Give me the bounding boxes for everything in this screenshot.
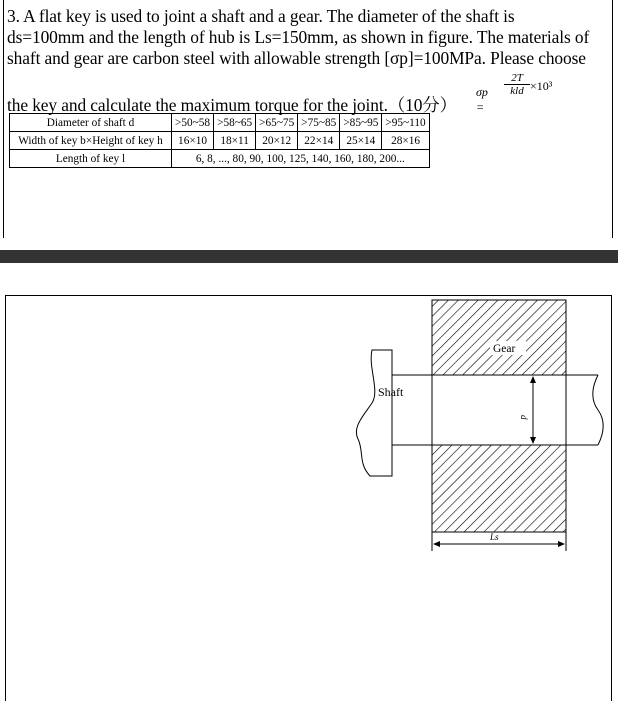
shaft-right-break [593,375,604,445]
left-border [3,0,4,238]
table-cell: 25×14 [340,132,382,150]
question-line-2: ds=100mm and the length of hub is Ls=150mm, as shown in figure. The materials of [7,27,590,47]
question-line-4: the key and calculate the maximum torque for the joint.（10分） [7,95,457,115]
table-cell: 18×11 [214,132,256,150]
gear-hub-bottom [432,445,566,532]
table-row [10,132,430,150]
gear-label: Gear [493,343,516,355]
question-line-3: shaft and gear are carbon steel with allowable strength [σp]=100MPa. Please choose [7,48,586,68]
question-line-1: 3. A flat key is used to joint a shaft and a gear. The diameter of the shaft is [7,6,515,26]
table-cell: >75~85 [298,114,340,132]
formula-numerator: 2T [504,72,530,85]
table-cell: >50~58 [172,114,214,132]
table-row [10,114,430,132]
ls-arrow-left [433,541,440,547]
question-panel [0,0,618,250]
row-header: Diameter of shaft d [10,114,172,132]
row-header: Width of key b×Height of key h [10,132,172,150]
table-cell: >95~110 [382,114,429,132]
section-divider [0,250,618,263]
gear-hub-top [432,300,566,375]
table-cell: 22×14 [298,132,340,150]
right-border [612,0,613,238]
ls-arrow-right [558,541,565,547]
table-cell: 28×16 [382,132,429,150]
shaft-in-hub [392,375,566,445]
table-cell: 16×10 [172,132,214,150]
key-size-table [9,113,430,168]
shaft-label: Shaft [378,385,404,399]
ls-label: Ls [490,532,499,542]
formula-sigma: σp = [476,85,488,114]
shaft-left-body [356,350,392,476]
table-cell-span: 6, 8, ..., 80, 90, 100, 125, 140, 160, 180, 200... [172,150,430,168]
figure-panel [0,263,618,700]
formula-denominator: kld [510,85,524,97]
shaft-gear-figure [0,263,618,700]
table-cell: >58~65 [214,114,256,132]
formula-factor: ×10³ [530,79,553,93]
table-cell: >85~95 [340,114,382,132]
row-header: Length of key l [10,150,172,168]
table-cell: >65~75 [256,114,298,132]
table-cell: 20×12 [256,132,298,150]
table-row [10,150,430,168]
d-label: d [519,415,529,420]
